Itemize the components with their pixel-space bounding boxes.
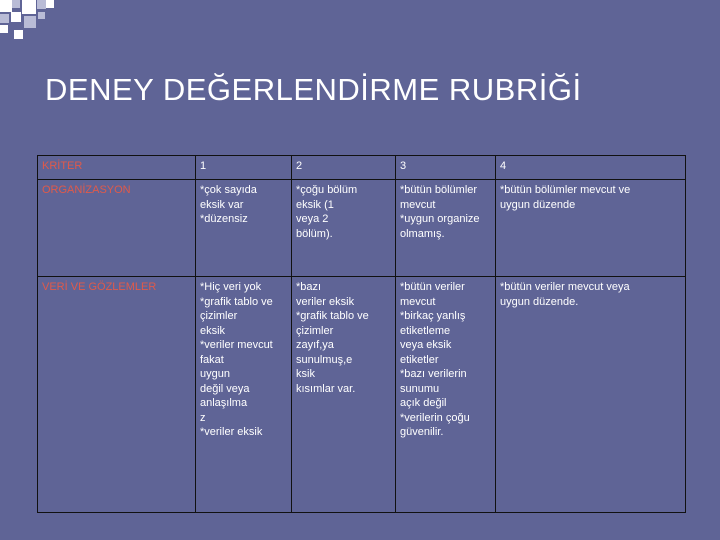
rubric-table (37, 155, 686, 513)
rubric-cell: *çoğu bölüm eksik (1 veya 2 bölüm). (292, 180, 396, 277)
header-level-2: 2 (292, 156, 396, 180)
rubric-cell: *bütün bölümler mevcut *uygun organize olmamış. (396, 180, 496, 277)
rubric-cell: *çok sayıda eksik var *düzensiz (196, 180, 292, 277)
header-criterion: KRİTER (38, 156, 196, 180)
rubric-cell: *bütün veriler mevcut veya uygun düzende. (496, 277, 686, 513)
slide-title: DENEY DEĞERLENDİRME RUBRİĞİ (45, 72, 582, 107)
table-row-organization (38, 180, 686, 277)
header-level-1: 1 (196, 156, 292, 180)
table-row-data-observations (38, 277, 686, 513)
corner-squares-decoration (0, 0, 60, 50)
table-header-row (38, 156, 686, 180)
header-level-3: 3 (396, 156, 496, 180)
rubric-cell: *bazı veriler eksik *grafik tablo ve çizimler zayıf,ya sunulmuş,e ksik kısımlar var. (292, 277, 396, 513)
rubric-cell: *bütün bölümler mevcut ve uygun düzende (496, 180, 686, 277)
criterion-label: ORGANİZASYON (38, 180, 196, 277)
header-level-4: 4 (496, 156, 686, 180)
criterion-label: VERİ VE GÖZLEMLER (38, 277, 196, 513)
rubric-cell: *Hiç veri yok *grafik tablo ve çizimler eksik *veriler mevcut fakat uygun değil veya anlaşılma z *veriler eksik (196, 277, 292, 513)
rubric-cell: *bütün veriler mevcut *birkaç yanlış etiketleme veya eksik etiketler *bazı verilerin sunumu açık değil *verilerin çoğu güvenilir. (396, 277, 496, 513)
